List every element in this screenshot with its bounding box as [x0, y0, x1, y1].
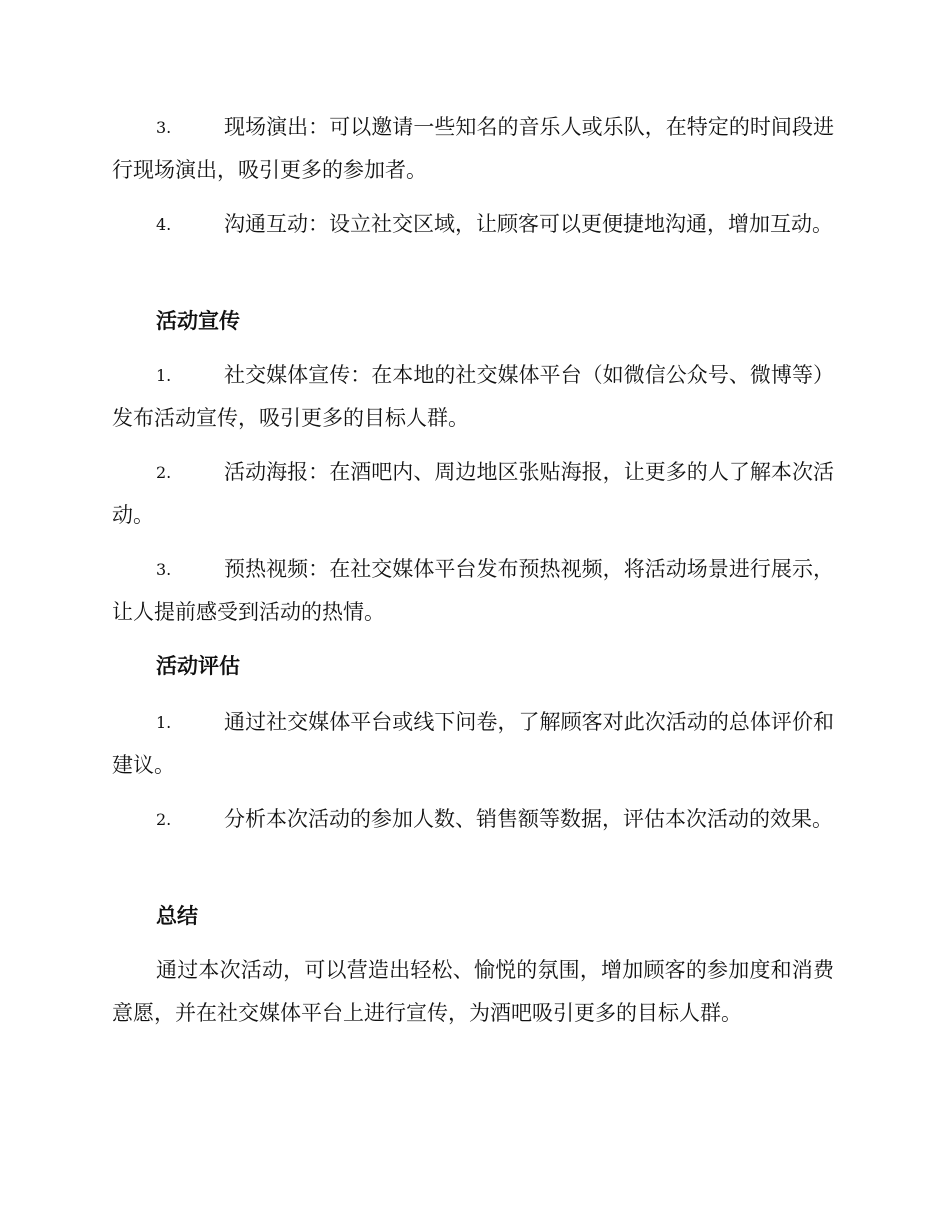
list-item — [112, 548, 834, 634]
list-item — [112, 106, 834, 192]
list-text: 沟通互动：设立社交区域，让顾客可以更便捷地沟通，增加互动。 — [224, 212, 833, 236]
list-text: 活动海报：在酒吧内、周边地区张贴海报，让更多的人了解本次活动。 — [112, 460, 834, 527]
list-text: 社交媒体宣传：在本地的社交媒体平台（如微信公众号、微博等）发布活动宣传，吸引更多的目标人群。 — [112, 363, 834, 430]
list-item — [112, 203, 834, 246]
list-text: 现场演出：可以邀请一些知名的音乐人或乐队，在特定的时间段进行现场演出，吸引更多的参加者。 — [112, 115, 834, 182]
list-number: 2. — [156, 810, 172, 829]
list-item — [112, 798, 834, 841]
list-number: 2. — [156, 463, 172, 482]
list-number: 3. — [156, 560, 172, 579]
list-text: 预热视频：在社交媒体平台发布预热视频，将活动场景进行展示，让人提前感受到活动的热情。 — [112, 557, 834, 624]
summary-text: 通过本次活动，可以营造出轻松、愉悦的氛围，增加顾客的参加度和消费意愿，并在社交媒体平台上进行宣传，为酒吧吸引更多的目标人群。 — [112, 958, 834, 1025]
list-item — [112, 701, 834, 787]
list-item — [112, 451, 834, 537]
list-number: 3. — [156, 118, 172, 137]
section-heading — [112, 300, 834, 343]
list-text: 分析本次活动的参加人数、销售额等数据，评估本次活动的效果。 — [224, 807, 833, 831]
list-number: 1. — [156, 713, 172, 732]
list-number: 1. — [156, 366, 172, 385]
section-heading — [112, 895, 834, 938]
list-number: 4. — [156, 215, 172, 234]
list-item — [112, 354, 834, 440]
list-text: 通过社交媒体平台或线下问卷，了解顾客对此次活动的总体评价和建议。 — [112, 710, 834, 777]
heading-text: 活动评估 — [156, 654, 240, 678]
heading-text: 活动宣传 — [156, 309, 240, 333]
summary-paragraph — [112, 949, 834, 1035]
heading-text: 总结 — [156, 904, 198, 928]
section-heading — [112, 645, 834, 688]
